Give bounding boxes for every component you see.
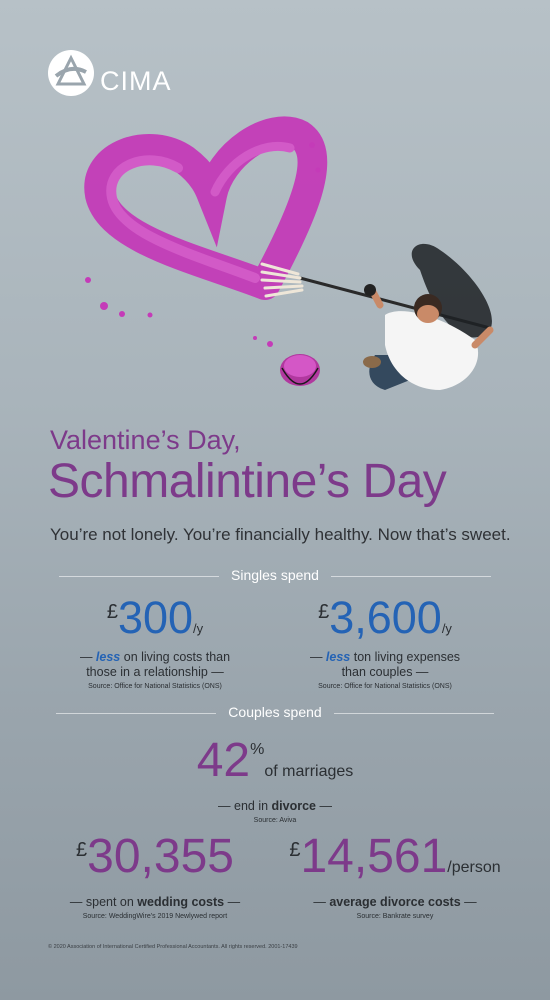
- singles-stat-300: [50, 592, 260, 690]
- stat-unit: /person: [447, 859, 501, 876]
- cima-logo: [48, 48, 172, 97]
- stat-source: Source: Bankrate survey: [356, 913, 434, 920]
- man-mopping-heart-illustration: [0, 100, 550, 420]
- couples-stat-wedding: [45, 830, 265, 920]
- page-title: Schmalintine’s Day: [48, 455, 447, 508]
- currency-symbol: £: [289, 839, 301, 861]
- stat-amount: 300: [117, 592, 194, 643]
- stat-description: — end in divorce —: [218, 799, 332, 813]
- stat-source: Source: WeddingWire’s 2019 Newlywed report: [82, 913, 228, 920]
- stat-unit: of marriages: [264, 763, 354, 780]
- divider-left: [56, 713, 216, 714]
- divider-right: [334, 713, 494, 714]
- stat-description: — average divorce costs —: [313, 895, 477, 909]
- stat-amount: 3,600: [329, 592, 442, 643]
- tagline: You’re not lonely. You’re financially healthy. Now that’s sweet.: [50, 525, 511, 544]
- stat-unit: /y: [193, 621, 204, 636]
- divider-left: [59, 576, 219, 577]
- logo-text: CIMA: [100, 66, 172, 96]
- singles-stat-3600: [280, 592, 490, 690]
- couples-stat-42: [150, 734, 400, 824]
- stat-description: — less on living costs than those in a relationship —: [79, 650, 231, 679]
- couples-stat-divorce: [285, 830, 505, 920]
- singles-section-label: [0, 567, 550, 583]
- stat-amount: 30,355: [87, 830, 234, 883]
- currency-symbol: £: [76, 839, 88, 861]
- stat-description: — spent on wedding costs —: [69, 895, 241, 909]
- stat-amount: 42: [196, 734, 251, 787]
- divider-right: [331, 576, 491, 577]
- copyright-footer: © 2020 Association of International Certified Professional Accountants. All rights reserved. 2001-17439: [48, 944, 298, 950]
- currency-symbol: £: [318, 601, 330, 623]
- currency-symbol: £: [106, 601, 118, 623]
- stat-source: Source: Office for National Statistics (ONS): [318, 683, 452, 690]
- stat-source: Source: Office for National Statistics (ONS): [88, 683, 222, 690]
- stat-unit: /y: [441, 621, 452, 636]
- title-line-1: Valentine’s Day,: [50, 425, 241, 455]
- percent-sign: %: [250, 741, 265, 758]
- stat-amount: 14,561: [300, 830, 448, 883]
- singles-label: Singles spend: [231, 567, 319, 583]
- couples-label: Couples spend: [228, 704, 322, 720]
- couples-section-label: [0, 704, 550, 720]
- stat-source: Source: Aviva: [253, 817, 297, 824]
- stat-description: — less ton living expenses than couples —: [309, 650, 461, 679]
- cima-logo-icon: [48, 50, 94, 96]
